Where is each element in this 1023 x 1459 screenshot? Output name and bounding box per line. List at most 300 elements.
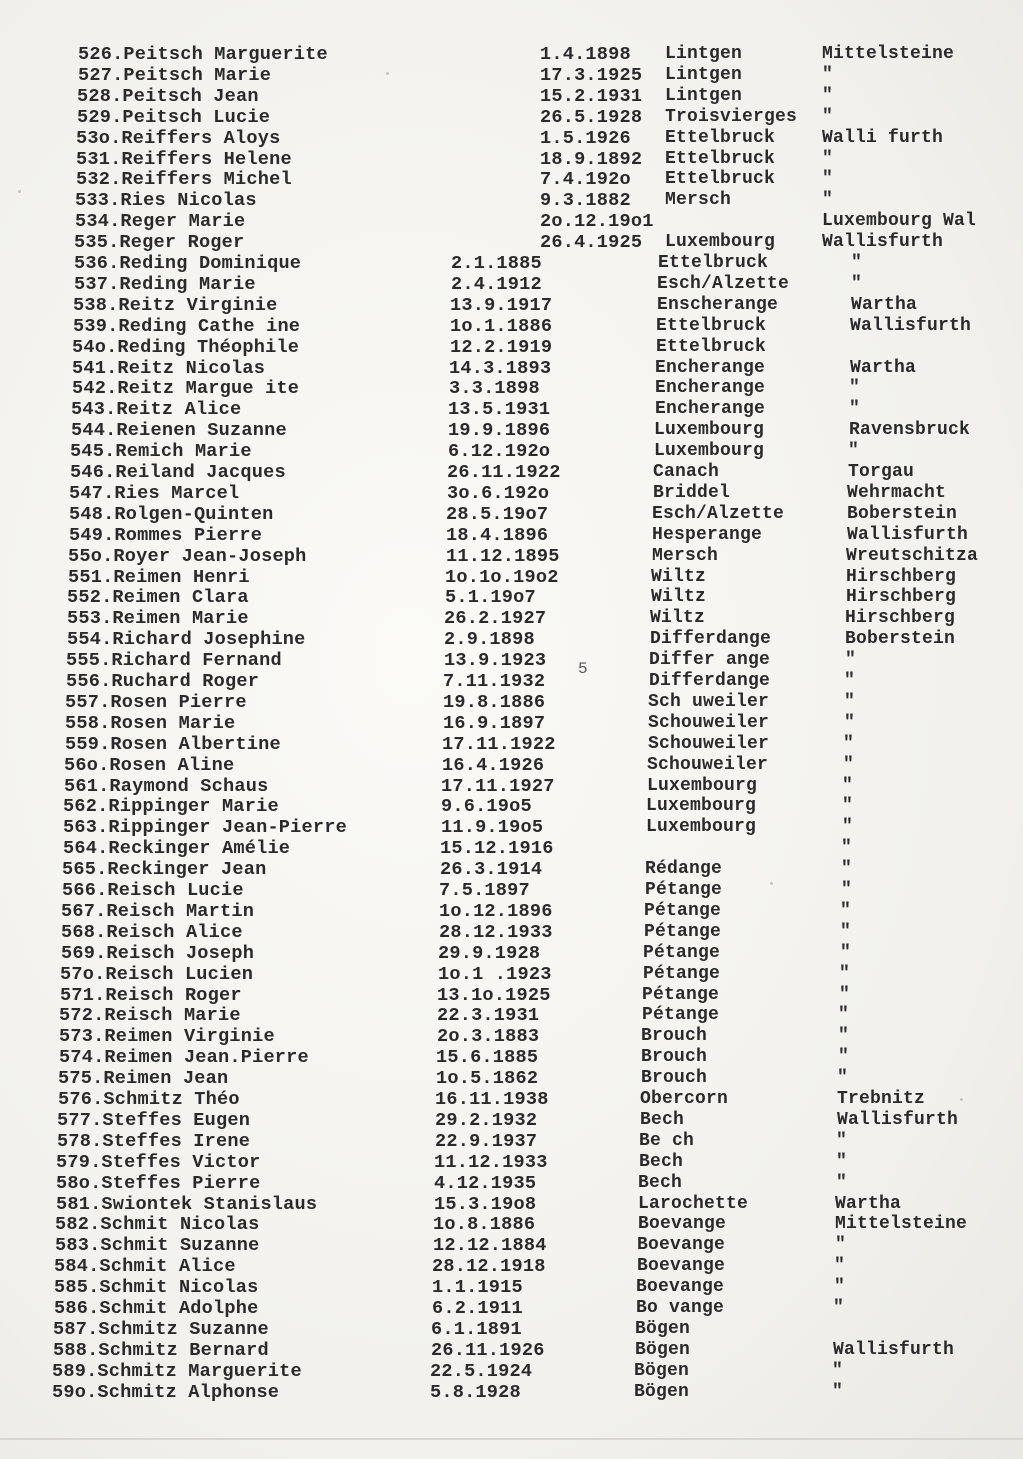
record-row <box>0 650 1023 671</box>
paper-speck <box>960 1098 963 1101</box>
record-birth-place: Differdange <box>650 629 772 650</box>
record-name: 56o.Rosen Aline <box>64 754 235 776</box>
record-destination: " <box>845 650 857 671</box>
record-birth-place: Pétange <box>644 921 722 942</box>
record-name: 536.Reding Dominique <box>74 253 302 274</box>
record-destination: " <box>842 775 854 796</box>
record-name: 565.Reckinger Jean <box>62 859 267 881</box>
record-destination: " <box>844 712 856 733</box>
record-birth-place: Ettelbruck <box>665 127 776 148</box>
record-name: 552.Reimen Clara <box>67 587 249 609</box>
record-destination: " <box>851 253 863 273</box>
record-destination: Wallisfurth <box>847 524 969 545</box>
record-birth-date: 26.2.1927 <box>444 608 547 630</box>
record-birth-date: 1o.5.1862 <box>436 1068 539 1090</box>
record-birth-date: 29.2.1932 <box>435 1109 538 1131</box>
record-birth-date: 15.3.19o8 <box>434 1193 537 1215</box>
record-birth-place: Brouch <box>641 1047 708 1068</box>
record-name: 566.Reisch Lucie <box>62 880 244 901</box>
record-name: 53o.Reiffers Aloys <box>76 127 281 149</box>
paper-speck <box>770 882 773 885</box>
record-destination: " <box>837 1068 849 1089</box>
record-row <box>0 943 1023 964</box>
record-birth-date: 9.3.1882 <box>540 190 631 212</box>
record-name: 587.Schmitz Suzanne <box>53 1318 269 1340</box>
record-birth-date: 26.11.1926 <box>431 1339 545 1361</box>
record-birth-date: 26.5.1928 <box>540 106 643 128</box>
record-birth-place: Encherange <box>655 399 766 420</box>
record-row <box>0 525 1023 546</box>
record-birth-place: Pétange <box>645 880 723 900</box>
record-destination: " <box>836 1130 848 1151</box>
record-birth-place: Canach <box>653 462 720 482</box>
record-name: 582.Schmit Nicolas <box>55 1214 260 1236</box>
record-row <box>0 713 1023 734</box>
record-name: 559.Rosen Albertine <box>65 733 281 755</box>
record-row <box>0 1361 1023 1382</box>
record-destination: " <box>844 671 856 691</box>
record-row <box>0 985 1023 1006</box>
record-name: 564.Reckinger Amélie <box>63 838 291 860</box>
record-destination: " <box>822 85 834 106</box>
record-name: 534.Reger Marie <box>75 211 246 233</box>
record-birth-date: 1o.1.1886 <box>450 315 553 337</box>
record-destination: Hirschberg <box>846 566 957 587</box>
record-destination: " <box>822 64 834 85</box>
record-row <box>0 587 1023 608</box>
record-birth-place: Boevange <box>637 1256 726 1277</box>
record-birth-place: Wiltz <box>651 587 707 608</box>
record-birth-date: 6.1.1891 <box>431 1318 522 1340</box>
record-name: 588.Schmitz Bernard <box>53 1339 269 1361</box>
record-destination: " <box>840 921 852 942</box>
record-destination: " <box>849 378 861 399</box>
record-name: 526.Peitsch Marguerite <box>78 44 328 65</box>
record-birth-place: Schouweiler <box>648 733 770 754</box>
record-row <box>0 358 1023 379</box>
record-row <box>0 880 1023 901</box>
record-destination: " <box>822 190 834 211</box>
record-row <box>0 838 1023 859</box>
record-birth-date: 1.4.1898 <box>540 44 631 65</box>
record-birth-place: Encherange <box>655 357 766 378</box>
record-birth-place: Pétange <box>644 900 722 921</box>
record-birth-date: 7.5.1897 <box>439 880 530 901</box>
record-birth-date: 2o.3.1883 <box>437 1026 540 1048</box>
record-destination: " <box>841 859 853 880</box>
record-birth-place: Hesperange <box>652 524 763 545</box>
record-birth-place: Pétange <box>642 1005 720 1026</box>
record-birth-date: 14.3.1893 <box>449 357 552 379</box>
record-destination: " <box>822 169 834 190</box>
record-destination: Wartha <box>835 1193 902 1214</box>
record-birth-date: 22.3.1931 <box>437 1005 540 1027</box>
record-destination: Wehrmacht <box>847 482 947 503</box>
record-destination: " <box>840 900 852 921</box>
record-birth-place: Luxembourg <box>665 232 776 253</box>
record-birth-date: 1.5.1926 <box>540 127 631 149</box>
record-destination: " <box>838 1026 850 1047</box>
record-birth-date: 16.11.1938 <box>435 1089 549 1110</box>
record-destination: " <box>838 1047 850 1068</box>
record-row <box>0 274 1023 295</box>
record-row <box>0 1235 1023 1256</box>
record-name: 567.Reisch Martin <box>61 900 255 922</box>
margin-mark: 5 <box>578 660 588 678</box>
record-birth-place: Bögen <box>635 1318 691 1339</box>
record-birth-place: Ettelbruck <box>658 253 769 273</box>
record-destination: " <box>844 691 856 712</box>
record-row <box>0 1319 1023 1340</box>
record-birth-place: Schouweiler <box>648 712 770 733</box>
record-birth-place: Bech <box>640 1109 685 1130</box>
record-birth-date: 22.9.1937 <box>435 1130 538 1152</box>
record-name: 54o.Reding Théophile <box>72 336 300 358</box>
record-name: 547.Ries Marcel <box>69 482 240 504</box>
record-birth-date: 19.8.1886 <box>443 691 546 713</box>
record-name: 537.Reding Marie <box>74 273 256 295</box>
record-birth-place: Bögen <box>634 1381 690 1402</box>
record-birth-date: 18.9.1892 <box>540 148 643 170</box>
record-birth-date: 4.12.1935 <box>434 1172 537 1194</box>
record-name: 579.Steffes Victor <box>56 1151 261 1173</box>
record-row <box>0 149 1023 170</box>
record-row <box>0 441 1023 462</box>
record-birth-place: Luxembourg <box>654 420 765 441</box>
record-row <box>0 253 1023 274</box>
record-row <box>0 1214 1023 1235</box>
record-name: 546.Reiland Jacques <box>70 462 286 483</box>
record-birth-place: Boevange <box>637 1235 726 1256</box>
record-name: 576.Schmitz Théo <box>58 1089 240 1110</box>
record-name: 569.Reisch Joseph <box>61 942 255 964</box>
record-destination: " <box>849 399 861 420</box>
record-name: 558.Rosen Marie <box>65 712 236 734</box>
record-name: 561.Raymond Schaus <box>64 775 269 797</box>
record-birth-place: Troisvierges <box>665 106 798 127</box>
record-name: 535.Reger Roger <box>74 232 245 254</box>
record-destination: Wartha <box>851 294 918 315</box>
record-destination: " <box>840 942 852 963</box>
record-birth-place: Luxembourg <box>654 441 765 462</box>
record-row <box>0 483 1023 504</box>
record-birth-place: Differ ange <box>649 650 771 671</box>
record-birth-date: 19.9.1896 <box>448 420 551 442</box>
record-name: 553.Reimen Marie <box>67 608 249 630</box>
record-birth-place: Be ch <box>639 1130 695 1151</box>
record-birth-date: 11.9.19o5 <box>441 817 544 839</box>
record-birth-date: 13.1o.1925 <box>437 984 551 1006</box>
record-row <box>0 1005 1023 1026</box>
record-destination: " <box>836 1172 848 1193</box>
record-name: 58o.Steffes Pierre <box>56 1172 261 1194</box>
record-destination: Wreutschitza <box>846 545 979 566</box>
record-name: 583.Schmit Suzanne <box>55 1235 260 1257</box>
record-destination: " <box>822 106 834 127</box>
record-destination: Boberstein <box>847 503 958 524</box>
record-name: 542.Reitz Margue ite <box>72 378 300 400</box>
record-destination: " <box>836 1151 848 1172</box>
record-row <box>0 1152 1023 1173</box>
record-row <box>0 922 1023 943</box>
record-row <box>0 1110 1023 1131</box>
record-birth-date: 15.12.1916 <box>440 838 554 860</box>
record-row <box>0 378 1023 399</box>
record-row <box>0 128 1023 149</box>
record-name: 575.Reimen Jean <box>58 1068 229 1090</box>
record-name: 562.Rippinger Marie <box>63 796 279 818</box>
record-birth-date: 22.5.1924 <box>430 1360 533 1382</box>
record-birth-place: Boevange <box>636 1277 725 1298</box>
record-birth-date: 13.9.1923 <box>444 650 547 672</box>
record-destination: " <box>842 817 854 838</box>
record-birth-date: 16.9.1897 <box>443 712 546 734</box>
record-birth-place: Ettelbruck <box>665 148 776 169</box>
record-birth-date: 3o.6.192o <box>447 482 550 504</box>
record-row <box>0 671 1023 692</box>
record-name: 59o.Schmitz Alphonse <box>52 1381 280 1403</box>
record-row <box>0 1277 1023 1298</box>
record-row <box>0 1382 1023 1403</box>
record-name: 563.Rippinger Jean-Pierre <box>63 817 347 839</box>
record-birth-place: Ettelbruck <box>656 336 767 357</box>
record-destination: " <box>843 754 855 775</box>
record-birth-place: Lintgen <box>665 44 743 64</box>
record-destination: " <box>839 984 851 1005</box>
record-birth-place: Esch/Alzette <box>652 503 785 524</box>
record-birth-place: Lintgen <box>665 85 743 106</box>
record-birth-date: 16.4.1926 <box>442 754 545 776</box>
record-birth-place: Luxembourg <box>646 817 757 838</box>
record-birth-place: Bech <box>638 1172 683 1193</box>
record-birth-place: Sch uweiler <box>648 691 770 712</box>
record-birth-date: 13.5.1931 <box>448 399 551 421</box>
record-birth-place: Larochette <box>638 1193 749 1214</box>
record-destination: Wallisfurth <box>822 232 944 253</box>
record-row <box>0 462 1023 483</box>
record-destination: Hirschberg <box>846 587 957 608</box>
record-birth-place: Bo vange <box>636 1298 725 1318</box>
record-birth-date: 29.9.1928 <box>438 942 541 964</box>
record-name: 533.Ries Nicolas <box>75 190 257 212</box>
record-row <box>0 608 1023 629</box>
record-row <box>0 901 1023 922</box>
record-birth-date: 1o.1o.19o2 <box>445 566 559 588</box>
record-name: 539.Reding Cathe ine <box>73 315 301 337</box>
record-name: 555.Richard Fernand <box>66 650 282 672</box>
record-name: 541.Reitz Nicolas <box>72 357 266 379</box>
record-birth-date: 1o.1 .1923 <box>438 963 552 985</box>
record-row <box>0 546 1023 567</box>
record-birth-date: 6.12.192o <box>448 441 551 463</box>
record-name: 528.Peitsch Jean <box>77 85 259 107</box>
record-name: 57o.Reisch Lucien <box>60 963 254 985</box>
record-name: 572.Reisch Marie <box>59 1005 241 1027</box>
record-row <box>0 107 1023 128</box>
record-birth-date: 1o.8.1886 <box>433 1214 536 1236</box>
record-destination: Mittelsteine <box>835 1214 968 1235</box>
record-birth-place: Luxembourg <box>646 796 757 817</box>
record-birth-date: 26.4.1925 <box>540 232 643 254</box>
record-birth-place: Pétange <box>643 942 721 963</box>
record-birth-date: 28.12.1933 <box>439 921 553 943</box>
record-destination: " <box>841 880 853 900</box>
record-birth-date: 9.6.19o5 <box>441 796 532 818</box>
record-birth-date: 18.4.1896 <box>446 524 549 546</box>
record-row <box>0 316 1023 337</box>
record-name: 551.Reimen Henri <box>68 566 250 588</box>
record-destination: " <box>843 733 855 754</box>
record-row <box>0 420 1023 441</box>
record-row <box>0 337 1023 358</box>
record-row <box>0 504 1023 525</box>
record-row <box>0 964 1023 985</box>
record-birth-date: 15.2.1931 <box>540 85 643 107</box>
record-birth-date: 7.4.192o <box>540 169 631 191</box>
record-row <box>0 1089 1023 1110</box>
record-name: 585.Schmit Nicolas <box>54 1277 259 1299</box>
record-destination: " <box>841 838 853 859</box>
record-birth-place: Encherange <box>655 378 766 399</box>
record-birth-place: Obercorn <box>640 1089 729 1109</box>
record-destination: Mittelsteine <box>822 44 955 64</box>
record-row <box>0 567 1023 588</box>
record-name: 548.Rolgen-Quinten <box>69 503 274 525</box>
record-name: 549.Rommes Pierre <box>69 524 263 546</box>
record-destination: Torgau <box>848 462 915 482</box>
record-destination: Wallisfurth <box>833 1339 955 1360</box>
record-destination: " <box>834 1256 846 1277</box>
record-birth-place: Pétange <box>643 963 721 984</box>
record-birth-place: Brouch <box>641 1026 708 1047</box>
record-row <box>0 859 1023 880</box>
record-birth-date: 7.11.1932 <box>443 671 546 692</box>
record-row <box>0 1194 1023 1215</box>
record-birth-place: Wiltz <box>650 608 706 629</box>
record-name: 545.Remich Marie <box>70 441 252 463</box>
record-birth-date: 12.2.1919 <box>450 336 553 358</box>
record-row <box>0 211 1023 232</box>
record-birth-date: 28.5.19o7 <box>446 503 549 525</box>
record-birth-place: Bech <box>639 1151 684 1172</box>
record-birth-date: 17.11.1922 <box>442 733 556 755</box>
record-birth-place: Esch/Alzette <box>657 273 790 294</box>
record-row <box>0 1047 1023 1068</box>
record-row <box>0 817 1023 838</box>
record-row <box>0 1340 1023 1361</box>
paper-speck <box>386 72 389 75</box>
record-birth-date: 1o.12.1896 <box>439 900 553 922</box>
record-row <box>0 1068 1023 1089</box>
record-name: 574.Reimen Jean.Pierre <box>59 1047 309 1069</box>
record-birth-place: Boevange <box>638 1214 727 1235</box>
record-birth-date: 2.9.1898 <box>444 629 535 651</box>
record-row <box>0 1131 1023 1152</box>
record-row <box>0 734 1023 755</box>
record-birth-place: Bögen <box>634 1360 690 1381</box>
record-birth-date: 2.4.1912 <box>451 273 542 295</box>
record-birth-place: Ettelbruck <box>656 315 767 336</box>
record-destination: Ravensbruck <box>849 420 971 441</box>
record-destination: " <box>848 441 860 462</box>
record-destination: " <box>835 1235 847 1256</box>
record-row <box>0 629 1023 650</box>
record-name: 55o.Royer Jean-Joseph <box>68 545 307 567</box>
record-birth-date: 2.1.1885 <box>451 253 542 274</box>
record-name: 538.Reitz Virginie <box>73 294 278 316</box>
record-birth-place: Mersch <box>665 190 732 211</box>
record-birth-date: 5.1.19o7 <box>445 587 536 609</box>
record-birth-place: Wiltz <box>651 566 707 587</box>
record-birth-date: 1.1.1915 <box>432 1277 523 1299</box>
record-birth-date: 2o.12.19o1 <box>540 211 654 233</box>
record-birth-date: 26.3.1914 <box>440 859 543 881</box>
record-destination: Walli furth <box>822 127 944 148</box>
record-row <box>0 399 1023 420</box>
record-name: 568.Reisch Alice <box>61 921 243 943</box>
record-name: 543.Reitz Alice <box>71 399 242 421</box>
record-row <box>0 232 1023 253</box>
record-destination: " <box>842 796 854 817</box>
record-name: 557.Rosen Pierre <box>65 691 247 713</box>
record-row <box>0 1173 1023 1194</box>
record-birth-place: Lintgen <box>665 64 743 85</box>
record-birth-date: 28.12.1918 <box>432 1256 546 1278</box>
record-row <box>0 755 1023 776</box>
record-row <box>0 776 1023 797</box>
record-name: 529.Peitsch Lucie <box>77 106 271 128</box>
record-birth-place: Differdange <box>649 671 771 691</box>
record-row <box>0 796 1023 817</box>
record-row <box>0 1026 1023 1047</box>
record-name: 556.Ruchard Roger <box>66 671 260 692</box>
record-row <box>0 65 1023 86</box>
record-birth-place: Mersch <box>652 545 719 566</box>
record-destination: Boberstein <box>845 629 956 650</box>
record-name: 531.Reiffers Helene <box>76 148 292 170</box>
record-name: 584.Schmit Alice <box>54 1256 236 1278</box>
record-destination: " <box>838 1005 850 1026</box>
record-birth-date: 3.3.1898 <box>449 378 540 400</box>
record-birth-date: 12.12.1884 <box>433 1235 547 1257</box>
record-birth-place: Rédange <box>645 859 723 880</box>
record-destination: " <box>833 1298 845 1318</box>
record-destination: Wallisfurth <box>837 1109 959 1130</box>
record-name: 578.Steffes Irene <box>57 1130 251 1152</box>
record-birth-date: 26.11.1922 <box>447 462 561 483</box>
record-name: 544.Reienen Suzanne <box>71 420 287 442</box>
record-birth-place: Luxembourg <box>647 775 758 796</box>
record-birth-place: Brouch <box>641 1068 708 1089</box>
record-birth-place: Briddel <box>653 482 731 503</box>
record-destination: " <box>832 1360 844 1381</box>
record-destination: Luxembourg Wal <box>822 211 977 232</box>
record-birth-date: 11.12.1933 <box>434 1151 548 1173</box>
record-row <box>0 44 1023 65</box>
record-destination: " <box>832 1381 844 1402</box>
record-birth-date: 13.9.1917 <box>450 294 553 316</box>
record-name: 581.Swiontek Stanislaus <box>56 1193 318 1215</box>
record-birth-place: Ettelbruck <box>665 169 776 190</box>
record-row <box>0 190 1023 211</box>
record-birth-place: Bögen <box>635 1339 691 1360</box>
record-birth-date: 15.6.1885 <box>436 1047 539 1069</box>
record-destination: Hirschberg <box>845 608 956 629</box>
record-row <box>0 692 1023 713</box>
paper-speck <box>18 190 21 193</box>
record-destination: " <box>839 963 851 984</box>
record-name: 532.Reiffers Michel <box>76 169 292 191</box>
